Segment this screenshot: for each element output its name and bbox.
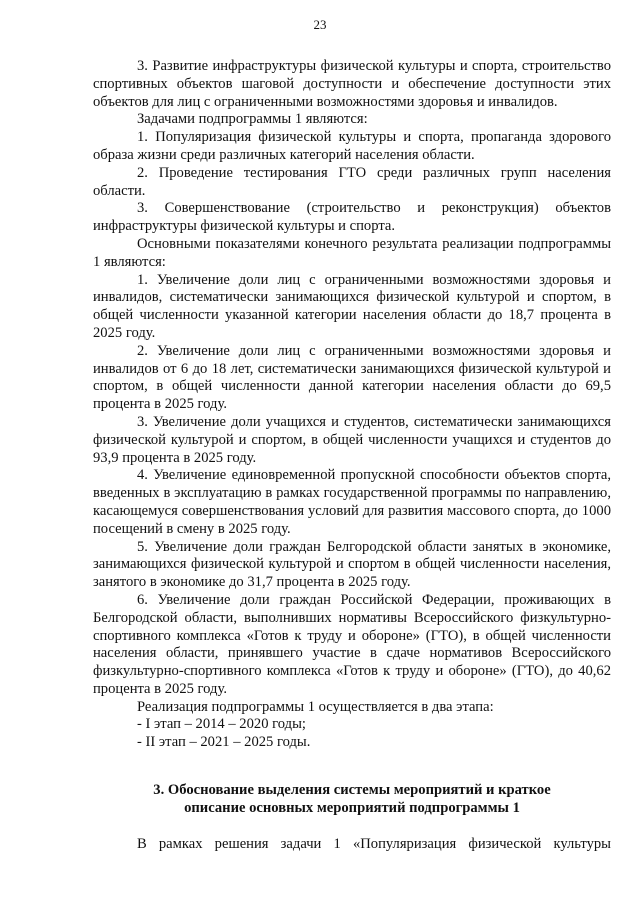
paragraph: 3. Увеличение доли учащихся и студентов, систематически занимающихся физической культурой и спортом, в общей численности учащихся и студентов до 93,9 процента в 2025 году.	[93, 413, 611, 466]
paragraph: 2. Увеличение доли лиц с ограниченными возможностями здоровья и инвалидов от 6 до 18 лет, систематически занимающихся физической культурой и спортом, в общей численности данной категории населения области до 69,5 процента в 2025 году.	[93, 342, 611, 413]
paragraph: 6. Увеличение доли граждан Российской Федерации, проживающих в Белгородской области, выполнивших нормативы Всероссийского физкультурно-спортивного комплекса «Готов к труду и обороне» (ГТО), в общей численности населения области, принявшего участие в сдаче нормативов Всероссийского физкультурно-спортивного комплекса «Готов к труду и обороне» (ГТО), до 40,62 процента в 2025 году.	[93, 591, 611, 697]
document-body	[93, 58, 611, 752]
page-number: 23	[313, 17, 327, 32]
paragraph: 1. Увеличение доли лиц с ограниченными возможностями здоровья и инвалидов, систематически занимающихся физической культурой и спортом, в общей численности указанной категории населения области до 18,7 процента в 2025 году.	[93, 271, 611, 341]
paragraph: 4. Увеличение единовременной пропускной способности объектов спорта, введенных в эксплуатацию в рамках государственной программы по направлению, касающемуся совершенствования условий для развития массового спорта, до 1000 посещений в смену в 2025 году.	[93, 467, 611, 537]
paragraph: 1. Популяризация физической культуры и спорта, пропаганда здорового образа жизни среди различных категорий населения области.	[93, 129, 611, 163]
paragraph: Реализация подпрограммы 1 осуществляется в два этапа:	[137, 698, 494, 715]
paragraph: Задачами подпрограммы 1 являются:	[137, 111, 368, 128]
paragraph: 3. Развитие инфраструктуры физической культуры и спорта, строительство спортивных объектов шаговой доступности и обеспечение доступности этих объектов для лиц с ограниченными возможностями здоровья и инвалидов.	[93, 58, 611, 110]
last-paragraph: В рамках решения задачи 1 «Популяризация физической культуры	[137, 836, 611, 852]
paragraph: 2. Проведение тестирования ГТО среди различных групп населения области.	[93, 164, 611, 199]
stage-item: - II этап – 2021 – 2025 годы.	[137, 734, 311, 751]
section-heading	[93, 781, 611, 817]
paragraph: 3. Совершенствование (строительство и реконструкция) объектов инфраструктуры физической культуры и спорта.	[93, 200, 611, 235]
section-heading-line: описание основных мероприятий подпрограммы 1	[184, 800, 520, 816]
section-heading-line: 3. Обоснование выделения системы мероприятий и краткое	[153, 782, 551, 798]
paragraph: 5. Увеличение доли граждан Белгородской области занятых в экономике, занимающихся физической культурой и спортом в общей численности населения, занятого в экономике до 31,7 процента в 2025 году.	[93, 538, 611, 591]
paragraph: Основными показателями конечного результата реализации подпрограммы 1 являются:	[93, 235, 611, 270]
stage-item: - I этап – 2014 – 2020 годы;	[137, 716, 306, 733]
